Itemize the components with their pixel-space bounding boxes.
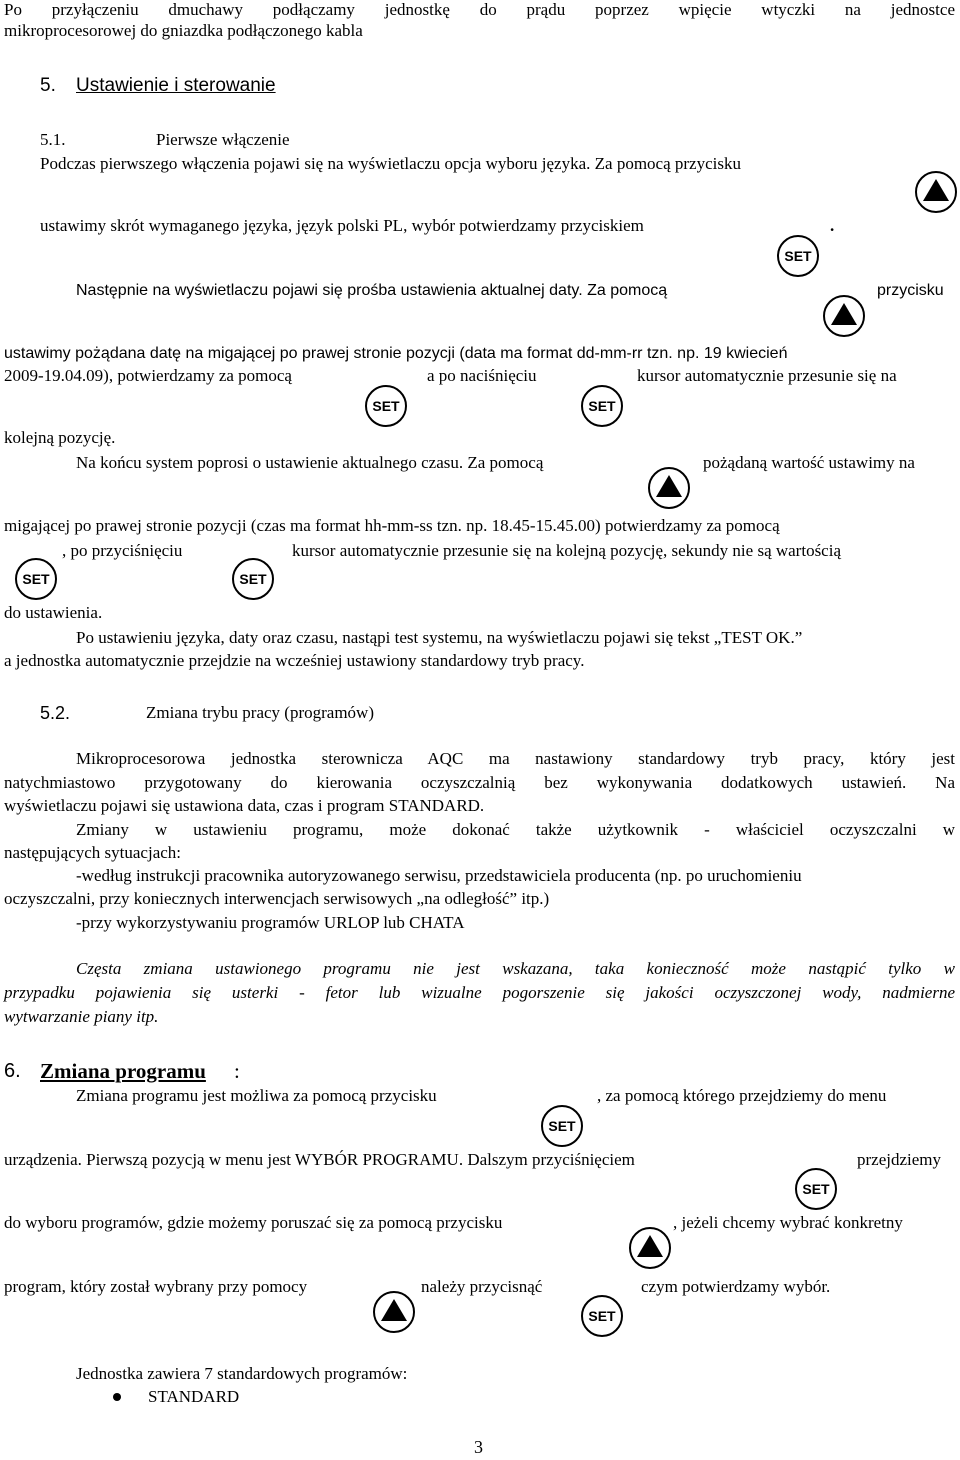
para-12: a jednostka automatycznie przejdzie na wcześniej ustawiony standardowy tryb pracy. [4,651,585,670]
para-7b: pożądaną wartość ustawimy na [703,453,915,472]
section-5-1-number: 5.1. [40,130,66,149]
para-r4c: czym potwierdzamy wybór. [641,1277,831,1296]
note-line-1: Częsta zmiana ustawionego programu nie jest wskazana, taka konieczność może nastąpić tylko w [76,959,955,978]
set-label: SET [372,398,400,414]
list-item-standard: STANDARD [148,1387,240,1406]
para-6: kolejną pozycję. [4,428,116,447]
up-arrow-button-icon [647,466,691,510]
set-button-icon [776,234,820,278]
section-5-2-title: Zmiana trybu pracy (programów) [146,703,374,722]
para-5c: kursor automatycznie przesunie się na [637,366,897,385]
para-r3a: do wyboru programów, gdzie możemy poruszać się za pomocą przycisku [4,1213,503,1232]
para-r5: Jednostka zawiera 7 standardowych programów: [76,1364,408,1383]
set-label: SET [588,1308,616,1324]
up-arrow-button-icon [628,1226,672,1270]
para-q7: oczyszczalni, przy koniecznych interwencjach serwisowych „na odległość” itp.) [4,889,550,908]
para-r4a: program, który został wybrany przy pomocy [4,1277,308,1296]
intro-line-2: mikroprocesorowej do gniazdka podłączonego kabla [4,21,363,40]
set-label: SET [784,248,812,264]
section-5-2-number: 5.2. [40,703,71,723]
para-7a: Na końcu system poprosi o ustawienie aktualnego czasu. Za pomocą [76,453,544,472]
para-3a: Następnie na wyświetlaczu pojawi się prośba ustawienia aktualnej daty. Za pomocą [76,282,668,299]
para-q6: -według instrukcji pracownika autoryzowanego serwisu, przedstawiciela producenta (np. po uruchomieniu [76,866,802,885]
set-button-icon [580,1294,624,1338]
para-8: migającej po prawej stronie pozycji (czas ma format hh-mm-ss tzn. np. 18.45-15.45.00) potwierdzamy za pomocą [4,516,780,535]
para-r4b: należy przycisnąć [421,1277,543,1296]
section-5-1-title: Pierwsze włączenie [156,130,290,149]
set-button-icon [580,384,624,428]
para-5b: a po naciśnięciu [427,366,537,385]
para-11: Po ustawieniu języka, daty oraz czasu, nastąpi test systemu, na wyświetlaczu pojawi się tekst „TEST OK.” [76,628,803,647]
set-button-icon [794,1167,838,1211]
para-2: ustawimy skrót wymaganego języka, język polski PL, wybór potwierdzamy przyciskiem [40,216,644,235]
para-5a: 2009-19.04.09), potwierdzamy za pomocą [4,366,292,385]
para-9b: kursor automatycznie przesunie się na kolejną pozycję, sekundy nie są wartością [292,541,841,560]
set-button-icon [14,557,58,601]
note-line-3: wytwarzanie piany itp. [4,1007,159,1026]
up-arrow-button-icon [822,294,866,338]
para-9a: , po przyciśnięciu [62,541,183,560]
para-r3b: , jeżeli chcemy wybrać konkretny [673,1213,903,1232]
para-q3: wyświetlaczu pojawi się ustawiona data, czas i program STANDARD. [4,796,485,815]
section-6-title: Zmiana programu [40,1059,206,1083]
set-label: SET [239,571,267,587]
set-button-icon [364,384,408,428]
para-r1b: , za pomocą którego przejdziemy do menu [597,1086,887,1105]
para-3b: przycisku [877,282,944,299]
set-label: SET [802,1181,830,1197]
para-q1: Mikroprocesorowa jednostka sterownicza AQC ma nastawiony standardowy tryb pracy, który jest [76,749,955,768]
section-6-number: 6. [4,1060,21,1082]
set-button-icon [540,1104,584,1148]
up-arrow-button-icon [372,1290,416,1334]
para-q5: następujących sytuacjach: [4,843,182,862]
para-10: do ustawienia. [4,603,103,622]
para-q2: natychmiastowo przygotowany do kierowania oczyszczalnią bez wykonywania dodatkowych ustawień. Na [4,773,955,792]
bullet-marker [113,1393,121,1401]
para-r2b: przejdziemy [857,1150,942,1169]
set-label: SET [548,1118,576,1134]
para-q4: Zmiany w ustawieniu programu, może dokonać także użytkownik - właściciel oczyszczalni w [76,820,955,839]
note-line-2: przypadku pojawienia się usterki - fetor lub wizualne pogorszenie się jakości oczyszczonej wody, nadmierne [4,983,955,1002]
section-5-number: 5. [40,75,56,96]
set-label: SET [588,398,616,414]
up-arrow-button-icon [914,170,958,214]
para-2-dot: . [830,216,835,235]
set-button-icon [231,557,275,601]
para-r1a: Zmiana programu jest możliwa za pomocą przycisku [76,1086,437,1105]
set-label: SET [22,571,50,587]
para-1: Podczas pierwszego włączenia pojawi się na wyświetlaczu opcja wyboru języka. Za pomocą przycisku [40,154,741,173]
section-5-title: Ustawienie i sterowanie [76,75,276,96]
section-6-colon: : [234,1059,240,1083]
intro-line-1: Po przyłączeniu dmuchawy podłączamy jednostkę do prądu poprzez wpięcie wtyczki na jednostce [4,0,955,19]
para-4: ustawimy pożądana datę na migającej po prawej stronie pozycji (data ma format dd-mm-rr tzn. np. 19 kwiecień [4,345,788,362]
page-number: 3 [474,1437,483,1457]
para-r2a: urządzenia. Pierwszą pozycją w menu jest WYBÓR PROGRAMU. Dalszym przyciśnięciem [4,1150,635,1169]
para-q8: -przy wykorzystywaniu programów URLOP lub CHATA [76,913,465,932]
